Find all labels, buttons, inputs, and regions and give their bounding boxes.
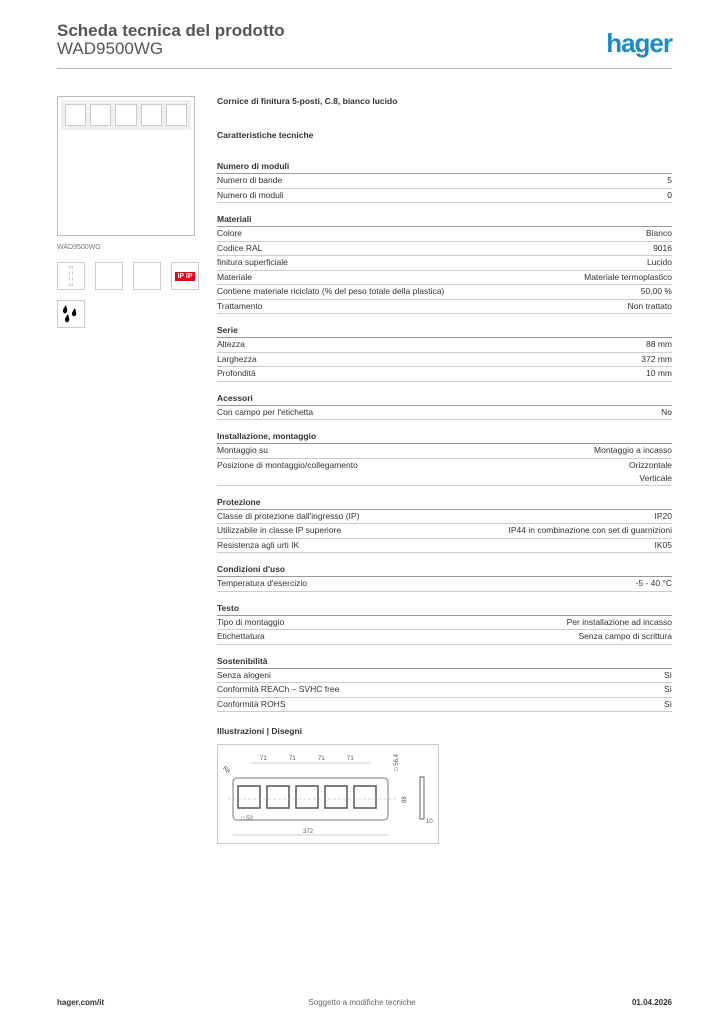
footer-note: Soggetto a modifiche tecniche bbox=[308, 998, 416, 1007]
spec-section bbox=[217, 324, 672, 382]
spec-label: Trattamento bbox=[217, 300, 263, 311]
spec-label: Numero di bande bbox=[217, 175, 283, 185]
spec-value: Montaggio a incasso bbox=[594, 445, 672, 455]
pitch-label: 71 bbox=[289, 756, 296, 762]
spec-value: Sì bbox=[663, 669, 672, 680]
spec-row bbox=[217, 189, 672, 204]
dimension-drawing bbox=[217, 744, 439, 844]
spec-label: Larghezza bbox=[217, 353, 257, 364]
spec-content bbox=[217, 96, 672, 844]
spec-label: Tipo di montaggio bbox=[217, 616, 285, 627]
spec-label: Posizione di montaggio/collegamento bbox=[217, 459, 358, 470]
spec-section bbox=[217, 160, 672, 203]
spec-value: -5 - 40 °C bbox=[635, 578, 672, 588]
pitch-label: 71 bbox=[318, 756, 325, 762]
section-title: Acessori bbox=[217, 392, 672, 406]
spec-value: Per installazione ad incasso bbox=[566, 616, 672, 627]
section-title: Materiali bbox=[217, 213, 672, 227]
section-title: Numero di moduli bbox=[217, 160, 672, 174]
spec-label: Utilizzabile in classe IP superiore bbox=[217, 525, 342, 535]
radius-label: R8 bbox=[221, 765, 231, 776]
product-image bbox=[57, 96, 195, 236]
illustrations-title: Illustrazioni | Disegni bbox=[217, 726, 303, 736]
width-label: 372 bbox=[303, 829, 314, 835]
spec-row bbox=[217, 577, 672, 592]
pitch-label: 71 bbox=[347, 756, 354, 762]
section-title: Protezione bbox=[217, 496, 672, 510]
spec-row bbox=[217, 338, 672, 353]
ip-rating-icon: IP IP bbox=[171, 262, 199, 290]
square-inner-label: □ 52 bbox=[241, 816, 253, 822]
spec-row bbox=[217, 444, 672, 459]
spec-row bbox=[217, 256, 672, 271]
spec-row bbox=[217, 630, 672, 645]
spec-value: No bbox=[661, 406, 672, 417]
spec-subtitle: Caratteristiche tecniche bbox=[217, 130, 314, 140]
spec-label: Contiene materiale riciclato (% del peso totale della plastica) bbox=[217, 286, 445, 296]
spec-value: 0 bbox=[667, 189, 672, 200]
section-title: Serie bbox=[217, 324, 672, 338]
spec-row bbox=[217, 669, 672, 684]
spec-section bbox=[217, 430, 672, 486]
spec-value: 5 bbox=[667, 175, 672, 185]
water-drops-icon bbox=[57, 300, 85, 328]
spec-label: Conformità ROHS bbox=[217, 698, 286, 709]
spec-value: IK05 bbox=[654, 539, 672, 550]
spec-label: Materiale bbox=[217, 271, 252, 282]
spec-row bbox=[217, 459, 672, 486]
spec-value: 9016 bbox=[653, 242, 672, 253]
footer-date: 01.04.2026 bbox=[631, 998, 672, 1007]
spec-row bbox=[217, 242, 672, 257]
hager-logo: hager bbox=[606, 28, 672, 58]
product-image-caption: WAD9500WG bbox=[57, 244, 101, 251]
spec-value: 10 mm bbox=[646, 368, 672, 378]
spec-value: Sì bbox=[663, 684, 672, 694]
spec-label: Colore bbox=[217, 228, 243, 238]
spec-row bbox=[217, 271, 672, 286]
spec-label: Montaggio su bbox=[217, 445, 269, 455]
spec-section bbox=[217, 392, 672, 421]
spec-label: Senza alogeni bbox=[217, 669, 271, 680]
header-divider bbox=[57, 68, 672, 69]
spec-value: Bianco bbox=[646, 228, 672, 238]
spec-value: Lucido bbox=[646, 257, 672, 267]
spec-value: Sì bbox=[663, 698, 672, 709]
spec-row bbox=[217, 353, 672, 368]
spec-label: Numero di moduli bbox=[217, 189, 284, 200]
vertical-icon bbox=[57, 262, 85, 290]
spec-section bbox=[217, 655, 672, 713]
square-outer-label: □ 56,4 bbox=[394, 754, 400, 771]
spec-value: IP20 bbox=[654, 510, 672, 521]
spec-row bbox=[217, 285, 672, 300]
spec-row bbox=[217, 510, 672, 525]
spec-value: Non trattato bbox=[627, 300, 672, 311]
spec-row bbox=[217, 698, 672, 713]
spec-value: 88 mm bbox=[646, 339, 672, 349]
spec-value: Senza campo di scrittura bbox=[578, 631, 672, 641]
pitch-label: 71 bbox=[260, 756, 267, 762]
spec-section bbox=[217, 496, 672, 554]
product-code-heading: WAD9500WG bbox=[57, 39, 164, 58]
spec-label: Etichettatura bbox=[217, 631, 265, 641]
spec-value: 50,00 % bbox=[640, 286, 672, 296]
spec-section bbox=[217, 213, 672, 314]
spec-row bbox=[217, 539, 672, 554]
blank-icon bbox=[133, 262, 161, 290]
spec-row bbox=[217, 227, 672, 242]
spec-label: Classe di protezione dall'ingresso (IP) bbox=[217, 510, 360, 521]
spec-label: Conformità REACh – SVHC free bbox=[217, 684, 340, 694]
spec-label: Temperatura d'esercizio bbox=[217, 578, 307, 588]
section-title: Sostenibilità bbox=[217, 655, 672, 669]
footer-website[interactable]: hager.com/it bbox=[57, 998, 105, 1007]
product-description: Cornice di finitura 5-posti, C.8, bianco lucido bbox=[217, 96, 398, 106]
spec-value: Materiale termoplastico bbox=[584, 271, 672, 282]
spec-label: finitura superficiale bbox=[217, 257, 288, 267]
blank-icon bbox=[95, 262, 123, 290]
spec-row bbox=[217, 367, 672, 382]
depth-label: 10 bbox=[426, 819, 433, 825]
spec-label: Altezza bbox=[217, 339, 245, 349]
page-title: Scheda tecnica del prodotto bbox=[57, 21, 285, 40]
spec-row bbox=[217, 300, 672, 315]
height-label: 88 bbox=[402, 796, 408, 803]
spec-row bbox=[217, 524, 672, 539]
spec-section bbox=[217, 563, 672, 592]
spec-label: Resistenza agli urti IK bbox=[217, 539, 300, 550]
spec-row bbox=[217, 616, 672, 631]
spec-row bbox=[217, 683, 672, 698]
section-title: Condizioni d'uso bbox=[217, 563, 672, 577]
spec-row bbox=[217, 406, 672, 421]
spec-label: Con campo per l'etichetta bbox=[217, 406, 314, 417]
spec-value: Orizzontale Verticale bbox=[629, 459, 672, 483]
spec-label: Codice RAL bbox=[217, 242, 263, 253]
spec-label: Profondità bbox=[217, 368, 256, 378]
section-title: Installazione, montaggio bbox=[217, 430, 672, 444]
product-icons bbox=[57, 262, 199, 290]
spec-row bbox=[217, 174, 672, 189]
spec-value: IP44 in combinazione con set di guarnizioni bbox=[508, 525, 672, 535]
spec-section bbox=[217, 602, 672, 645]
spec-value: 372 mm bbox=[641, 353, 672, 364]
section-title: Testo bbox=[217, 602, 672, 616]
